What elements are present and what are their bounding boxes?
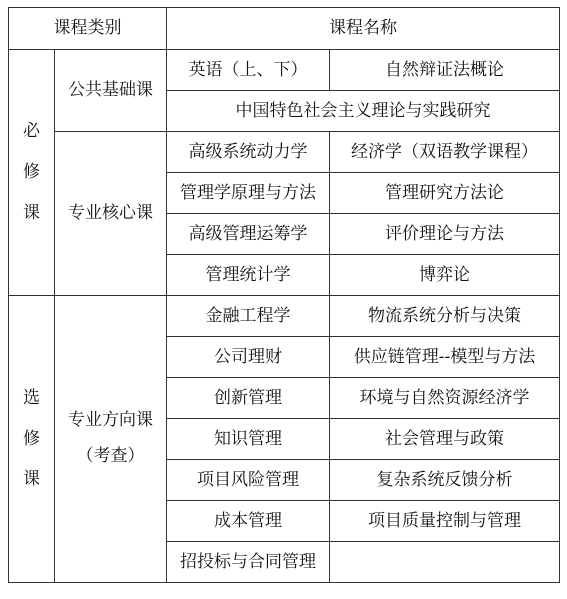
group-type-label: 必修课 (22, 121, 40, 223)
course-cell: 成本管理 (167, 501, 330, 542)
course-cell: 管理统计学 (167, 255, 330, 296)
course-cell: 社会管理与政策 (330, 419, 560, 460)
table-row (9, 296, 560, 337)
course-cell: 高级系统动力学 (167, 132, 330, 173)
course-cell: 管理研究方法论 (330, 173, 560, 214)
course-cell: 管理学原理与方法 (167, 173, 330, 214)
subgroup-name: 专业方向课 (68, 410, 153, 431)
course-cell: 评价理论与方法 (330, 214, 560, 255)
course-cell: 复杂系统反馈分析 (330, 460, 560, 501)
course-cell: 经济学（双语教学课程） (330, 132, 560, 173)
subgroup-major-direction (55, 296, 167, 583)
course-table (8, 7, 560, 583)
course-cell-wide: 中国特色社会主义理论与实践研究 (167, 91, 560, 132)
course-cell: 环境与自然资源经济学 (330, 378, 560, 419)
course-cell: 知识管理 (167, 419, 330, 460)
table-row (9, 132, 560, 173)
course-cell: 物流系统分析与决策 (330, 296, 560, 337)
course-cell: 公司理财 (167, 337, 330, 378)
course-cell: 博弈论 (330, 255, 560, 296)
course-cell: 供应链管理--模型与方法 (330, 337, 560, 378)
group-type-required (9, 50, 55, 296)
course-cell: 招投标与合同管理 (167, 542, 330, 583)
course-cell: 高级管理运筹学 (167, 214, 330, 255)
course-cell: 创新管理 (167, 378, 330, 419)
header-course-name: 课程名称 (167, 8, 560, 50)
table-row (9, 50, 560, 91)
course-cell: 自然辩证法概论 (330, 50, 560, 91)
course-cell-empty (330, 542, 560, 583)
course-cell: 英语（上、下） (167, 50, 330, 91)
group-type-elective (9, 296, 55, 583)
group-type-label: 选修课 (22, 387, 40, 490)
subgroup-note: （考查） (76, 446, 145, 466)
subgroup-public-basic: 公共基础课 (55, 50, 167, 132)
table-header-row (9, 8, 560, 50)
subgroup-major-core: 专业核心课 (55, 132, 167, 296)
course-cell: 项目质量控制与管理 (330, 501, 560, 542)
header-course-category: 课程类别 (9, 8, 167, 50)
course-cell: 金融工程学 (167, 296, 330, 337)
course-cell: 项目风险管理 (167, 460, 330, 501)
